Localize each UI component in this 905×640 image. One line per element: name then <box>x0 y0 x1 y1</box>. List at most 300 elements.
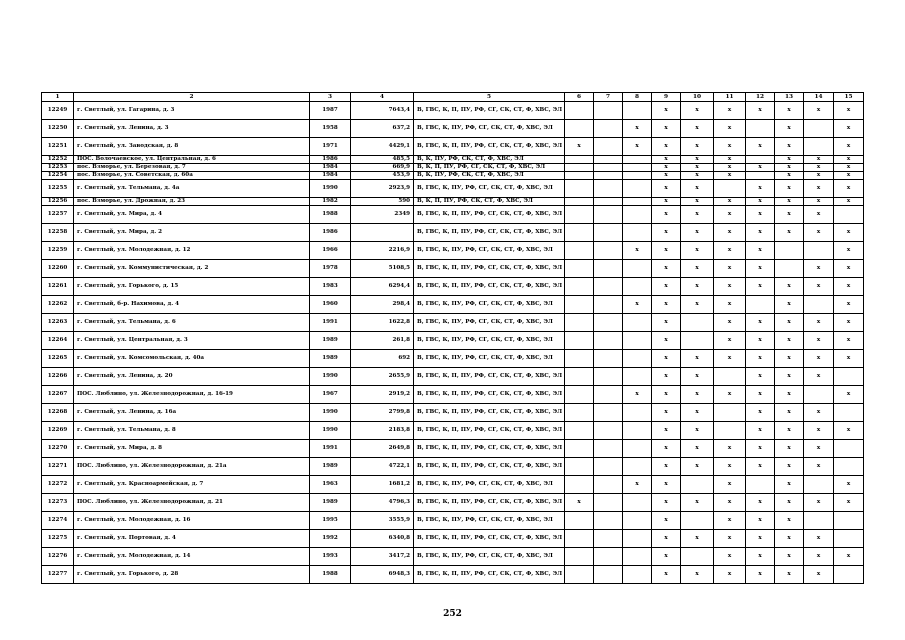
row-mark-col-12: x <box>746 386 775 404</box>
row-mark-col-6 <box>565 368 594 386</box>
row-address: г. Светлый, ул. Молодежная, д. 14 <box>74 548 310 566</box>
row-mark-col-12: x <box>746 566 775 584</box>
row-mark-col-14: x <box>804 206 834 224</box>
row-mark-col-6 <box>565 224 594 242</box>
row-utility-codes: В, К, ПУ, РФ, СК, СТ, Ф, ХВС, ЭЛ <box>414 156 565 164</box>
row-mark-col-11: x <box>714 278 746 296</box>
row-mark-col-14: x <box>804 530 834 548</box>
row-mark-col-15: x <box>834 548 864 566</box>
row-mark-col-12 <box>746 476 775 494</box>
row-mark-col-13: x <box>775 476 804 494</box>
row-mark-col-6 <box>565 206 594 224</box>
row-mark-col-11: x <box>714 164 746 172</box>
table-row <box>42 476 864 494</box>
row-mark-col-9: x <box>652 278 681 296</box>
row-mark-col-6 <box>565 172 594 180</box>
row-id: 12262 <box>42 296 74 314</box>
row-area: 2183,8 <box>351 422 414 440</box>
row-mark-col-6 <box>565 350 594 368</box>
row-mark-col-11: x <box>714 138 746 156</box>
row-mark-col-8 <box>623 206 652 224</box>
row-address: г. Светлый, ул. Портовая, д. 4 <box>74 530 310 548</box>
row-year: 1987 <box>310 102 351 120</box>
row-mark-col-15: x <box>834 494 864 512</box>
row-mark-col-15: x <box>834 386 864 404</box>
row-mark-col-14: x <box>804 224 834 242</box>
row-mark-col-14: x <box>804 368 834 386</box>
row-mark-col-9: x <box>652 242 681 260</box>
row-mark-col-11 <box>714 422 746 440</box>
row-id: 12277 <box>42 566 74 584</box>
row-utility-codes: В, ГВС, К, П, ПУ, РФ, СГ, СК, СТ, Ф, ХВС, ЭЛ <box>414 278 565 296</box>
row-mark-col-9: x <box>652 422 681 440</box>
row-year: 1983 <box>310 278 351 296</box>
row-mark-col-6 <box>565 260 594 278</box>
row-address: г. Светлый, ул. Горького, д. 15 <box>74 278 310 296</box>
row-mark-col-14: x <box>804 548 834 566</box>
row-area: 261,8 <box>351 332 414 350</box>
row-mark-col-9: x <box>652 172 681 180</box>
row-mark-col-13: x <box>775 332 804 350</box>
row-mark-col-8 <box>623 530 652 548</box>
row-id: 12250 <box>42 120 74 138</box>
row-area: 485,5 <box>351 156 414 164</box>
row-mark-col-11: x <box>714 296 746 314</box>
row-mark-col-13 <box>775 260 804 278</box>
row-mark-col-9: x <box>652 476 681 494</box>
row-mark-col-14: x <box>804 494 834 512</box>
row-mark-col-13: x <box>775 440 804 458</box>
column-header: 8 <box>623 93 652 102</box>
table-row <box>42 332 864 350</box>
row-mark-col-11: x <box>714 120 746 138</box>
row-mark-col-7 <box>594 404 623 422</box>
row-mark-col-12: x <box>746 314 775 332</box>
row-mark-col-7 <box>594 278 623 296</box>
row-mark-col-9: x <box>652 224 681 242</box>
row-utility-codes: В, ГВС, К, П, ПУ, РФ, СГ, СК, СТ, Ф, ХВС, ЭЛ <box>414 422 565 440</box>
row-mark-col-7 <box>594 476 623 494</box>
table-row <box>42 494 864 512</box>
row-mark-col-8 <box>623 156 652 164</box>
row-mark-col-6 <box>565 180 594 198</box>
row-address: г. Светлый, ул. Мира, д. 8 <box>74 440 310 458</box>
row-mark-col-12: x <box>746 332 775 350</box>
row-mark-col-8 <box>623 566 652 584</box>
row-mark-col-9: x <box>652 458 681 476</box>
row-mark-col-13: x <box>775 156 804 164</box>
row-address: г. Светлый, ул. Тельмана, д. 6 <box>74 314 310 332</box>
row-mark-col-7 <box>594 314 623 332</box>
row-mark-col-9: x <box>652 164 681 172</box>
row-mark-col-8 <box>623 494 652 512</box>
row-mark-col-11: x <box>714 260 746 278</box>
row-mark-col-8 <box>623 332 652 350</box>
row-mark-col-7 <box>594 206 623 224</box>
row-year: 1993 <box>310 548 351 566</box>
row-mark-col-9: x <box>652 314 681 332</box>
row-id: 12271 <box>42 458 74 476</box>
row-area: 4429,1 <box>351 138 414 156</box>
row-id: 12260 <box>42 260 74 278</box>
row-mark-col-15: x <box>834 332 864 350</box>
row-mark-col-14: x <box>804 260 834 278</box>
table-row <box>42 180 864 198</box>
row-mark-col-9: x <box>652 120 681 138</box>
column-header: 4 <box>351 93 414 102</box>
row-mark-col-11 <box>714 368 746 386</box>
row-mark-col-11: x <box>714 440 746 458</box>
row-area: 6340,8 <box>351 530 414 548</box>
row-mark-col-15: x <box>834 180 864 198</box>
table-row <box>42 102 864 120</box>
row-mark-col-9: x <box>652 350 681 368</box>
row-mark-col-7 <box>594 156 623 164</box>
row-id: 12257 <box>42 206 74 224</box>
row-mark-col-8 <box>623 440 652 458</box>
row-mark-col-9: x <box>652 332 681 350</box>
row-mark-col-10: x <box>681 422 714 440</box>
row-utility-codes: В, ГВС, К, ПУ, РФ, СГ, СК, СТ, Ф, ХВС, ЭЛ <box>414 314 565 332</box>
row-address: пос. Взморье, ул. Советская, д. 60а <box>74 172 310 180</box>
row-mark-col-9: x <box>652 102 681 120</box>
row-mark-col-15: x <box>834 138 864 156</box>
row-mark-col-6 <box>565 296 594 314</box>
row-year: 1989 <box>310 332 351 350</box>
row-mark-col-6 <box>565 198 594 206</box>
row-mark-col-10: x <box>681 296 714 314</box>
row-mark-col-15: x <box>834 224 864 242</box>
row-mark-col-12: x <box>746 458 775 476</box>
row-mark-col-15 <box>834 440 864 458</box>
row-id: 12255 <box>42 180 74 198</box>
row-mark-col-6 <box>565 548 594 566</box>
row-address: ПОС. Люблино, ул. Железнодорожная, д. 21а <box>74 458 310 476</box>
row-mark-col-11: x <box>714 350 746 368</box>
row-mark-col-11: x <box>714 530 746 548</box>
row-mark-col-8 <box>623 164 652 172</box>
row-mark-col-10: x <box>681 102 714 120</box>
row-mark-col-11: x <box>714 206 746 224</box>
row-mark-col-15: x <box>834 198 864 206</box>
row-mark-col-13: x <box>775 386 804 404</box>
row-area: 5108,5 <box>351 260 414 278</box>
row-mark-col-7 <box>594 332 623 350</box>
row-mark-col-8 <box>623 458 652 476</box>
table-row <box>42 314 864 332</box>
row-mark-col-9: x <box>652 156 681 164</box>
row-year: 1991 <box>310 440 351 458</box>
row-mark-col-6 <box>565 120 594 138</box>
row-mark-col-9: x <box>652 296 681 314</box>
row-mark-col-13: x <box>775 296 804 314</box>
row-mark-col-12: x <box>746 138 775 156</box>
row-utility-codes: В, ГВС, К, ПУ, РФ, СГ, СК, СТ, Ф, ХВС, ЭЛ <box>414 548 565 566</box>
row-mark-col-9: x <box>652 260 681 278</box>
row-mark-col-15 <box>834 404 864 422</box>
row-mark-col-8 <box>623 224 652 242</box>
row-id: 12272 <box>42 476 74 494</box>
row-utility-codes: В, ГВС, К, ПУ, РФ, СГ, СК, СТ, Ф, ХВС, ЭЛ <box>414 120 565 138</box>
row-year: 1990 <box>310 180 351 198</box>
row-area: 4796,3 <box>351 494 414 512</box>
table-row <box>42 164 864 172</box>
row-mark-col-7 <box>594 242 623 260</box>
column-header: 11 <box>714 93 746 102</box>
row-id: 12268 <box>42 404 74 422</box>
row-address: г. Светлый, ул. Ленина, д. 16а <box>74 404 310 422</box>
row-mark-col-15: x <box>834 314 864 332</box>
row-mark-col-10: x <box>681 350 714 368</box>
row-area: 2649,8 <box>351 440 414 458</box>
row-utility-codes: В, ГВС, К, ПУ, РФ, СГ, СК, СТ, Ф, ХВС, ЭЛ <box>414 296 565 314</box>
row-address: г. Светлый, ул. Тельмана, д. 4а <box>74 180 310 198</box>
row-mark-col-10 <box>681 548 714 566</box>
row-mark-col-10 <box>681 512 714 530</box>
row-mark-col-8 <box>623 422 652 440</box>
row-year: 1971 <box>310 138 351 156</box>
row-mark-col-14: x <box>804 350 834 368</box>
column-header: 9 <box>652 93 681 102</box>
row-utility-codes: В, ГВС, К, П, ПУ, РФ, СГ, СК, СТ, Ф, ХВС, ЭЛ <box>414 206 565 224</box>
row-mark-col-6 <box>565 404 594 422</box>
row-mark-col-14: x <box>804 198 834 206</box>
row-mark-col-6: x <box>565 138 594 156</box>
row-id: 12253 <box>42 164 74 172</box>
row-address: г. Светлый, б-р. Нахимова, д. 4 <box>74 296 310 314</box>
row-id: 12252 <box>42 156 74 164</box>
row-id: 12270 <box>42 440 74 458</box>
row-mark-col-12: x <box>746 368 775 386</box>
row-mark-col-14: x <box>804 404 834 422</box>
row-mark-col-6 <box>565 512 594 530</box>
row-mark-col-8 <box>623 180 652 198</box>
row-mark-col-10: x <box>681 368 714 386</box>
row-area: 2349 <box>351 206 414 224</box>
row-address: ПОС. Люблино, ул. Железнодорожная, д. 21 <box>74 494 310 512</box>
row-utility-codes: В, К, П, ПУ, РФ, СГ, СК, СТ, Ф, ХВС, ЭЛ <box>414 164 565 172</box>
row-mark-col-8: x <box>623 296 652 314</box>
row-mark-col-12: x <box>746 278 775 296</box>
row-mark-col-6 <box>565 332 594 350</box>
row-address: пос. Взморье, ул. Березовая, д. 7 <box>74 164 310 172</box>
row-mark-col-10: x <box>681 198 714 206</box>
row-mark-col-8 <box>623 548 652 566</box>
row-mark-col-10: x <box>681 120 714 138</box>
row-id: 12251 <box>42 138 74 156</box>
row-address: ПОС. Люблино, ул. Железнодорожная, д. 16-19 <box>74 386 310 404</box>
row-mark-col-8 <box>623 172 652 180</box>
row-mark-col-14: x <box>804 164 834 172</box>
row-mark-col-7 <box>594 386 623 404</box>
row-area: 692 <box>351 350 414 368</box>
row-mark-col-6 <box>565 242 594 260</box>
row-mark-col-7 <box>594 102 623 120</box>
row-year: 1958 <box>310 120 351 138</box>
row-mark-col-7 <box>594 512 623 530</box>
row-utility-codes: В, ГВС, К, П, ПУ, РФ, СГ, СК, СТ, Ф, ХВС, ЭЛ <box>414 368 565 386</box>
row-area: 669,9 <box>351 164 414 172</box>
row-mark-col-10: x <box>681 440 714 458</box>
row-mark-col-8: x <box>623 138 652 156</box>
header-row <box>42 93 864 102</box>
row-mark-col-6 <box>565 422 594 440</box>
row-mark-col-14: x <box>804 156 834 164</box>
row-mark-col-12: x <box>746 242 775 260</box>
row-mark-col-6 <box>565 476 594 494</box>
row-mark-col-8 <box>623 260 652 278</box>
row-mark-col-12: x <box>746 404 775 422</box>
row-mark-col-9: x <box>652 512 681 530</box>
row-year: 1978 <box>310 260 351 278</box>
row-address: г. Светлый, ул. Мира, д. 4 <box>74 206 310 224</box>
row-utility-codes: В, ГВС, К, П, ПУ, РФ, СГ, СК, СТ, Ф, ХВС, ЭЛ <box>414 138 565 156</box>
column-header: 12 <box>746 93 775 102</box>
row-mark-col-11: x <box>714 224 746 242</box>
row-mark-col-8: x <box>623 242 652 260</box>
row-mark-col-8: x <box>623 476 652 494</box>
row-year: 1988 <box>310 206 351 224</box>
row-mark-col-12: x <box>746 530 775 548</box>
column-header: 14 <box>804 93 834 102</box>
row-mark-col-12: x <box>746 422 775 440</box>
row-mark-col-14: x <box>804 422 834 440</box>
row-mark-col-12: x <box>746 198 775 206</box>
row-mark-col-14 <box>804 296 834 314</box>
row-address: г. Светлый, ул. Горького, д. 28 <box>74 566 310 584</box>
row-mark-col-9: x <box>652 138 681 156</box>
row-id: 12256 <box>42 198 74 206</box>
row-mark-col-13: x <box>775 120 804 138</box>
column-header: 5 <box>414 93 565 102</box>
row-mark-col-13: x <box>775 102 804 120</box>
row-mark-col-6 <box>565 102 594 120</box>
row-mark-col-8 <box>623 404 652 422</box>
row-year: 1989 <box>310 494 351 512</box>
row-mark-col-14 <box>804 242 834 260</box>
row-mark-col-11: x <box>714 458 746 476</box>
row-mark-col-9: x <box>652 386 681 404</box>
row-mark-col-12: x <box>746 494 775 512</box>
row-mark-col-15: x <box>834 278 864 296</box>
row-mark-col-14: x <box>804 332 834 350</box>
row-area: 3417,2 <box>351 548 414 566</box>
row-mark-col-9: x <box>652 368 681 386</box>
row-year: 1988 <box>310 566 351 584</box>
table-row <box>42 296 864 314</box>
row-mark-col-10: x <box>681 206 714 224</box>
row-address: г. Светлый, ул. Ленина, д. 3 <box>74 120 310 138</box>
row-mark-col-13: x <box>775 548 804 566</box>
row-mark-col-10 <box>681 332 714 350</box>
row-address: пос. Взморье, ул. Дрожная, д. 23 <box>74 198 310 206</box>
column-header: 7 <box>594 93 623 102</box>
row-mark-col-14: x <box>804 440 834 458</box>
row-year: 1990 <box>310 368 351 386</box>
table-row <box>42 512 864 530</box>
row-mark-col-10: x <box>681 278 714 296</box>
row-mark-col-11: x <box>714 332 746 350</box>
row-utility-codes: В, ГВС, К, ПУ, РФ, СГ, СК, СТ, Ф, ХВС, ЭЛ <box>414 332 565 350</box>
row-utility-codes: В, ГВС, К, ПУ, РФ, СГ, СК, СТ, Ф, ХВС, ЭЛ <box>414 512 565 530</box>
row-area: 2919,2 <box>351 386 414 404</box>
row-mark-col-11 <box>714 180 746 198</box>
row-mark-col-10: x <box>681 458 714 476</box>
row-id: 12259 <box>42 242 74 260</box>
row-mark-col-6 <box>565 278 594 296</box>
row-mark-col-11: x <box>714 512 746 530</box>
row-mark-col-11: x <box>714 548 746 566</box>
row-mark-col-14 <box>804 386 834 404</box>
row-mark-col-11: x <box>714 198 746 206</box>
row-mark-col-10: x <box>681 172 714 180</box>
row-mark-col-7 <box>594 440 623 458</box>
row-mark-col-10: x <box>681 138 714 156</box>
row-mark-col-11: x <box>714 156 746 164</box>
row-mark-col-15: x <box>834 296 864 314</box>
table-row <box>42 530 864 548</box>
row-id: 12258 <box>42 224 74 242</box>
row-area: 6294,4 <box>351 278 414 296</box>
table-row <box>42 224 864 242</box>
row-id: 12263 <box>42 314 74 332</box>
row-year: 1963 <box>310 476 351 494</box>
row-address: г. Светлый, ул. Гагарина, д. 3 <box>74 102 310 120</box>
table-row <box>42 566 864 584</box>
row-utility-codes: В, ГВС, К, ПУ, РФ, СГ, СК, СТ, Ф, ХВС, ЭЛ <box>414 242 565 260</box>
row-utility-codes: В, ГВС, К, П, ПУ, РФ, СГ, СК, СТ, Ф, ХВС, ЭЛ <box>414 386 565 404</box>
row-mark-col-14: x <box>804 172 834 180</box>
row-mark-col-10: x <box>681 180 714 198</box>
row-area: 1681,2 <box>351 476 414 494</box>
row-id: 12276 <box>42 548 74 566</box>
page-number: 252 <box>443 609 462 619</box>
row-mark-col-13: x <box>775 458 804 476</box>
row-mark-col-11: x <box>714 566 746 584</box>
row-mark-col-9: x <box>652 548 681 566</box>
row-mark-col-14: x <box>804 566 834 584</box>
row-id: 12275 <box>42 530 74 548</box>
row-mark-col-13: x <box>775 278 804 296</box>
table-row <box>42 422 864 440</box>
row-area: 2655,9 <box>351 368 414 386</box>
row-mark-col-13: x <box>775 224 804 242</box>
table-row <box>42 120 864 138</box>
column-header: 10 <box>681 93 714 102</box>
row-mark-col-10: x <box>681 156 714 164</box>
row-year: 1990 <box>310 422 351 440</box>
row-mark-col-11: x <box>714 386 746 404</box>
row-address: г. Светлый, ул. Заводская, д. 8 <box>74 138 310 156</box>
row-mark-col-10: x <box>681 242 714 260</box>
row-id: 12261 <box>42 278 74 296</box>
row-mark-col-10: x <box>681 260 714 278</box>
row-id: 12267 <box>42 386 74 404</box>
row-mark-col-12: x <box>746 224 775 242</box>
row-utility-codes: В, ГВС, К, П, ПУ, РФ, СГ, СК, СТ, Ф, ХВС, ЭЛ <box>414 260 565 278</box>
row-mark-col-14: x <box>804 314 834 332</box>
row-address: г. Светлый, ул. Коммунистическая, д. 2 <box>74 260 310 278</box>
row-mark-col-8 <box>623 278 652 296</box>
row-mark-col-12: x <box>746 260 775 278</box>
row-mark-col-6 <box>565 566 594 584</box>
row-mark-col-8 <box>623 512 652 530</box>
row-mark-col-13: x <box>775 198 804 206</box>
table-row <box>42 156 864 164</box>
row-mark-col-13: x <box>775 206 804 224</box>
row-mark-col-10 <box>681 314 714 332</box>
row-mark-col-9: x <box>652 206 681 224</box>
